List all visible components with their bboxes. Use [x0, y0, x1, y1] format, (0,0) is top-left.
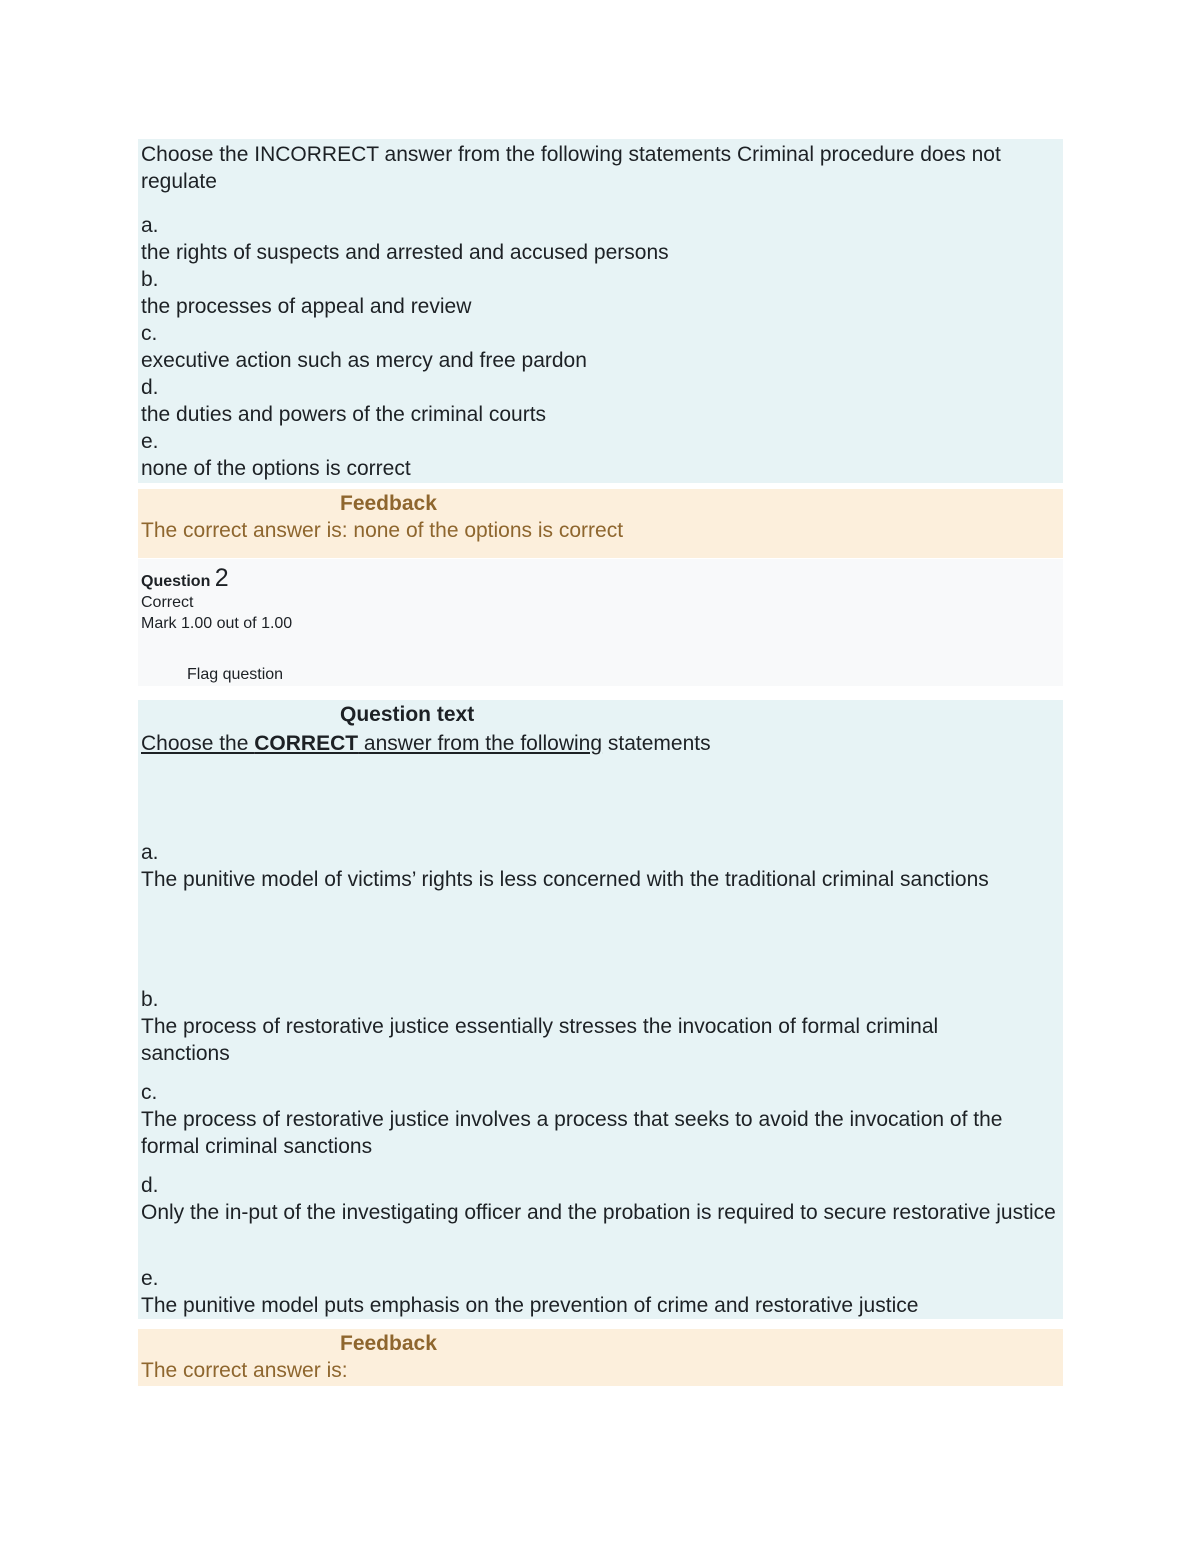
- option-b-text[interactable]: the processes of appeal and review: [141, 295, 472, 318]
- question-1-text-block: [138, 139, 1063, 483]
- question-number-value: 2: [214, 564, 229, 592]
- option-a-text[interactable]: The punitive model of victims’ rights is less concerned with the traditional criminal sanctions: [141, 868, 989, 891]
- option-c-text[interactable]: The process of restorative justice involves a process that seeks to avoid the invocation of the formal criminal sanctions: [141, 1108, 1003, 1158]
- question-status: Correct: [141, 594, 194, 611]
- option-c-text[interactable]: executive action such as mercy and free pardon: [141, 349, 587, 372]
- option-d-text[interactable]: Only the in-put of the investigating officer and the probation is required to secure restorative justice: [141, 1201, 1056, 1224]
- option-d-letter: d.: [141, 1174, 159, 1197]
- question-2-text-part3: answer from the following: [358, 732, 603, 755]
- option-e-letter: e.: [141, 430, 159, 453]
- option-c-letter: c.: [141, 322, 158, 345]
- question-1-feedback: [138, 489, 1063, 558]
- option-b-text[interactable]: The process of restorative justice essentially stresses the invocation of formal criminal sanctions: [141, 1015, 939, 1065]
- question-2-text-part2: CORRECT: [254, 732, 359, 755]
- option-a-letter: a.: [141, 841, 159, 864]
- option-a-text[interactable]: the rights of suspects and arrested and accused persons: [141, 241, 669, 264]
- option-c-letter: c.: [141, 1081, 158, 1104]
- question-1-text: Choose the INCORRECT answer from the following statements Criminal procedure does not regulate: [141, 143, 1001, 193]
- option-a-letter: a.: [141, 214, 159, 237]
- question-mark: Mark 1.00 out of 1.00: [141, 615, 293, 632]
- question-2-text-part4: statements: [602, 732, 711, 755]
- feedback-title: Feedback: [340, 1332, 437, 1355]
- question-2-feedback: [138, 1329, 1063, 1386]
- flag-question-link[interactable]: Flag question: [187, 666, 284, 683]
- question-2-text: [141, 730, 711, 757]
- option-e-text[interactable]: none of the options is correct: [141, 457, 411, 480]
- feedback-text: The correct answer is: none of the options is correct: [141, 519, 624, 542]
- option-b-letter: b.: [141, 268, 159, 291]
- question-2-info: [138, 559, 1063, 686]
- question-text-title: Question text: [340, 703, 475, 726]
- question-2-text-part1: Choose the: [141, 732, 255, 755]
- option-d-text[interactable]: the duties and powers of the criminal courts: [141, 403, 547, 426]
- option-e-text[interactable]: The punitive model puts emphasis on the prevention of crime and restorative justice: [141, 1294, 919, 1317]
- option-b-letter: b.: [141, 988, 159, 1011]
- option-d-letter: d.: [141, 376, 159, 399]
- feedback-text: The correct answer is:: [141, 1359, 348, 1382]
- option-e-letter: e.: [141, 1267, 159, 1290]
- feedback-title: Feedback: [340, 492, 437, 515]
- question-label: Question: [141, 573, 211, 590]
- question-2-text-block: [138, 700, 1063, 1319]
